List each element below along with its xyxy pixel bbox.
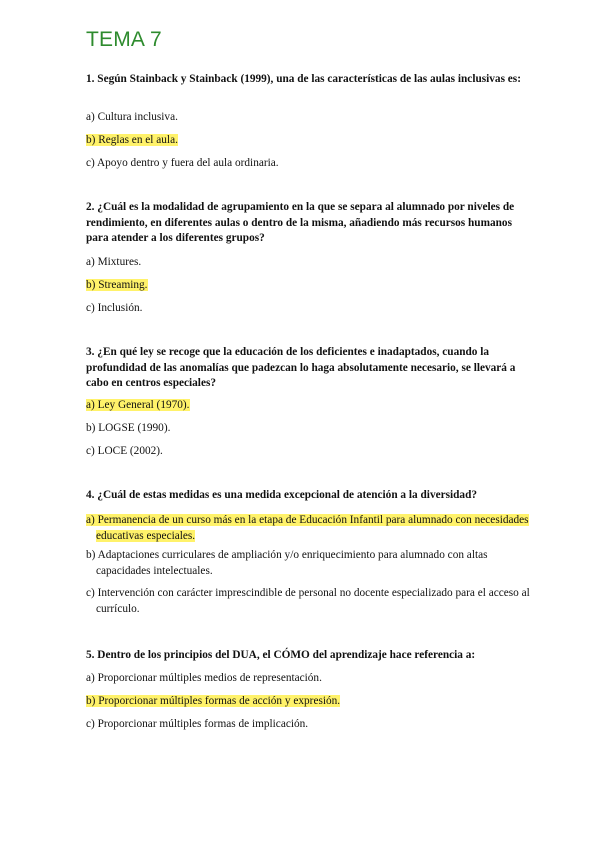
q5-option-a: a) Proporcionar múltiples medios de representación. <box>86 672 322 684</box>
highlight-answer: b) Reglas en el aula. <box>86 134 178 146</box>
question-5 <box>86 648 526 664</box>
q3-option-b: b) LOGSE (1990). <box>86 422 171 434</box>
q1-option-a: a) Cultura inclusiva. <box>86 111 178 123</box>
highlight-answer: b) Proporcionar múltiples formas de acción y expresión. <box>86 695 341 707</box>
highlight-answer: a) Ley General (1970). <box>86 399 190 411</box>
question-1 <box>86 72 526 88</box>
q1-option-c: c) Apoyo dentro y fuera del aula ordinaria. <box>86 157 279 169</box>
q3-option-a-correct <box>86 398 526 414</box>
q4-option-b: b) Adaptaciones curriculares de ampliación y/o enriquecimiento para alumnado con altas capacidades intelectuales. <box>86 549 488 577</box>
q3-option-c: c) LOCE (2002). <box>86 445 163 457</box>
q2-option-a: a) Mixtures. <box>86 256 142 268</box>
highlight-answer: a) Permanencia de un curso más en la etapa de Educación Infantil para alumnado con necesidades educativas especiales. <box>86 514 529 542</box>
question-4 <box>86 488 526 504</box>
q2-option-c: c) Inclusión. <box>86 302 143 314</box>
q5-option-b-correct <box>86 694 526 710</box>
question-2 <box>86 200 526 247</box>
q1-option-b-correct <box>86 133 526 149</box>
highlight-answer: b) Streaming. <box>86 279 148 291</box>
question-1-text: 1. Según Stainback y Stainback (1999), una de las características de las aulas inclusivas es: <box>86 73 521 85</box>
page-title: TEMA 7 <box>86 28 162 51</box>
q4-option-c: c) Intervención con carácter imprescindible de personal no docente especializado para el acceso al currículo. <box>86 587 530 615</box>
question-3-text: 3. ¿En qué ley se recoge que la educación de los deficientes e inadaptados, cuando la profundidad de las anomalías que padezcan lo haga absolutamente necesario, se llevará a cabo en centros especiales? <box>86 346 516 389</box>
question-2-text: 2. ¿Cuál es la modalidad de agrupamiento en la que se separa al alumnado por niveles de rendimiento, en diferentes aulas o dentro de la misma, añadiendo más recursos humanos para atender a los diferentes grupos? <box>86 201 515 244</box>
q5-option-c: c) Proporcionar múltiples formas de implicación. <box>86 718 309 730</box>
question-5-text: 5. Dentro de los principios del DUA, el CÓMO del aprendizaje hace referencia a: <box>86 649 476 661</box>
q2-option-b-correct <box>86 278 526 294</box>
question-3 <box>86 345 526 392</box>
question-4-text: 4. ¿Cuál de estas medidas es una medida excepcional de atención a la diversidad? <box>86 489 478 501</box>
q4-option-a-correct <box>86 513 536 544</box>
